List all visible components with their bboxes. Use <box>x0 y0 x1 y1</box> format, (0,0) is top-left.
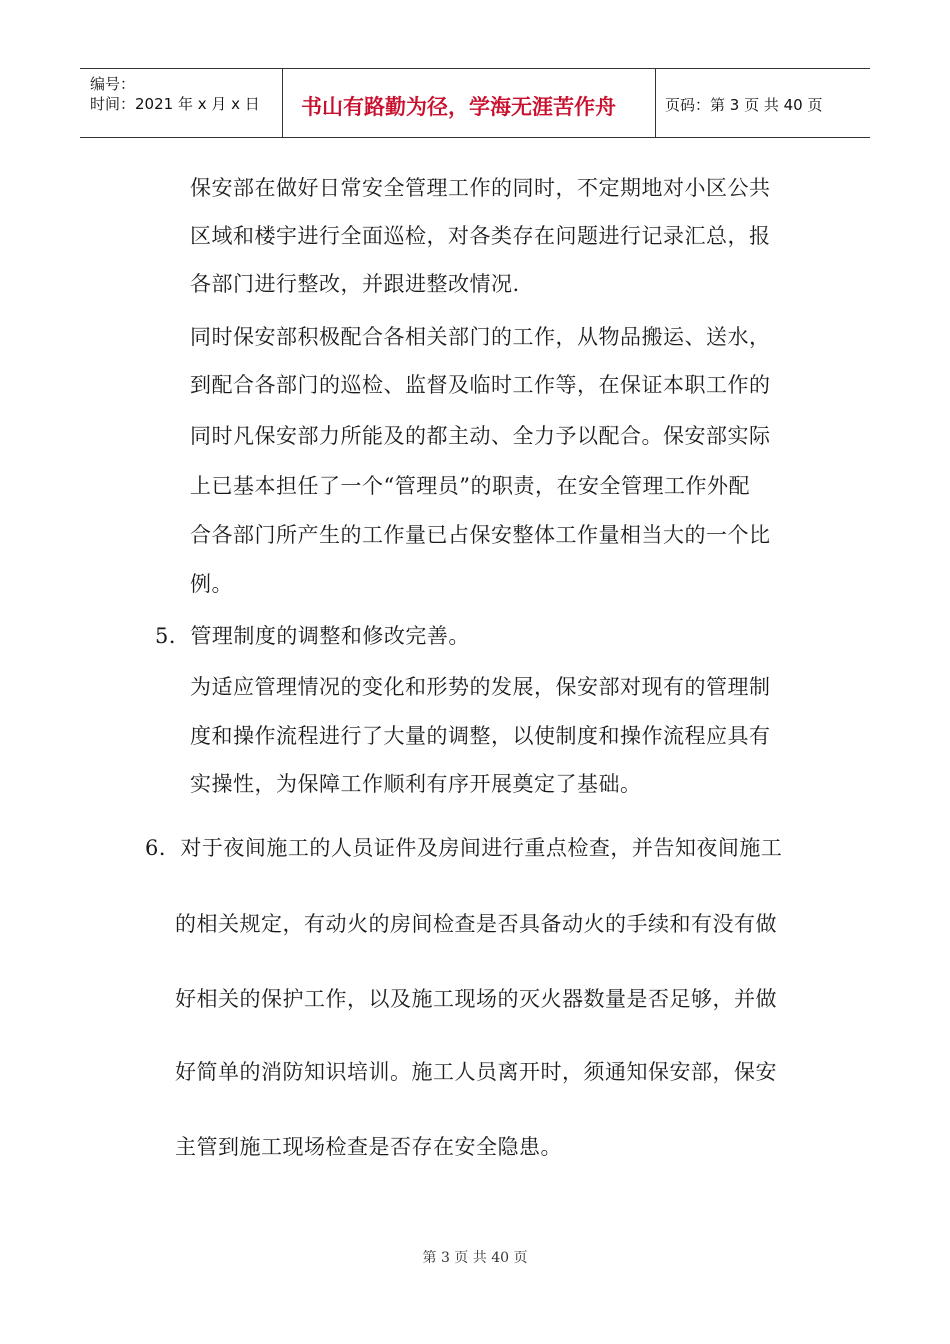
body-line: 好相关的保护工作，以及施工现场的灭火器数量是否足够，并做 <box>175 987 777 1011</box>
body-line: 好简单的消防知识培训。施工人员离开时，须通知保安部，保安 <box>175 1060 777 1084</box>
number-label: 编号： <box>90 75 136 93</box>
body-line: 的相关规定，有动火的房间检查是否具备动火的手续和有没有做 <box>175 912 777 936</box>
document-header <box>80 68 870 138</box>
section-heading: 5．管理制度的调整和修改完善。 <box>155 624 470 648</box>
body-line: 到配合各部门的巡检、监督及临时工作等，在保证本职工作的 <box>190 373 771 397</box>
body-line: 上已基本担任了一个“管理员”的职责，在安全管理工作外配 <box>190 474 750 498</box>
page-info: 页码：第 3 页 共 40 页 <box>665 96 823 114</box>
header-page-cell <box>655 69 870 137</box>
body-line: 度和操作流程进行了大量的调整，以使制度和操作流程应具有 <box>190 724 771 748</box>
body-line: 区域和楼宇进行全面巡检，对各类存在问题进行记录汇总，报 <box>190 224 771 248</box>
section-heading: 6．对于夜间施工的人员证件及房间进行重点检查，并告知夜间施工 <box>145 836 783 860</box>
body-line: 例。 <box>190 572 233 596</box>
body-line: 保安部在做好日常安全管理工作的同时，不定期地对小区公共 <box>190 176 771 200</box>
body-line: 同时凡保安部力所能及的都主动、全力予以配合。保安部实际 <box>190 424 771 448</box>
body-line: 合各部门所产生的工作量已占保安整体工作量相当大的一个比 <box>190 523 771 547</box>
body-line: 同时保安部积极配合各相关部门的工作，从物品搬运、送水， <box>190 325 771 349</box>
motto-text: 书山有路勤为径，学海无涯苦作舟 <box>301 95 616 119</box>
body-line: 实操性，为保障工作顺利有序开展奠定了基础。 <box>190 772 642 796</box>
body-line: 各部门进行整改，并跟进整改情况. <box>190 272 520 296</box>
header-motto-cell <box>282 69 656 137</box>
page-footer: 第 3 页 共 40 页 <box>422 1250 528 1266</box>
time-label: 时间：2021 年 x 月 x 日 <box>90 95 260 113</box>
body-line: 为适应管理情况的变化和形势的发展，保安部对现有的管理制 <box>190 675 771 699</box>
header-meta-cell <box>80 69 282 137</box>
body-line: 主管到施工现场检查是否存在安全隐患。 <box>175 1135 562 1159</box>
